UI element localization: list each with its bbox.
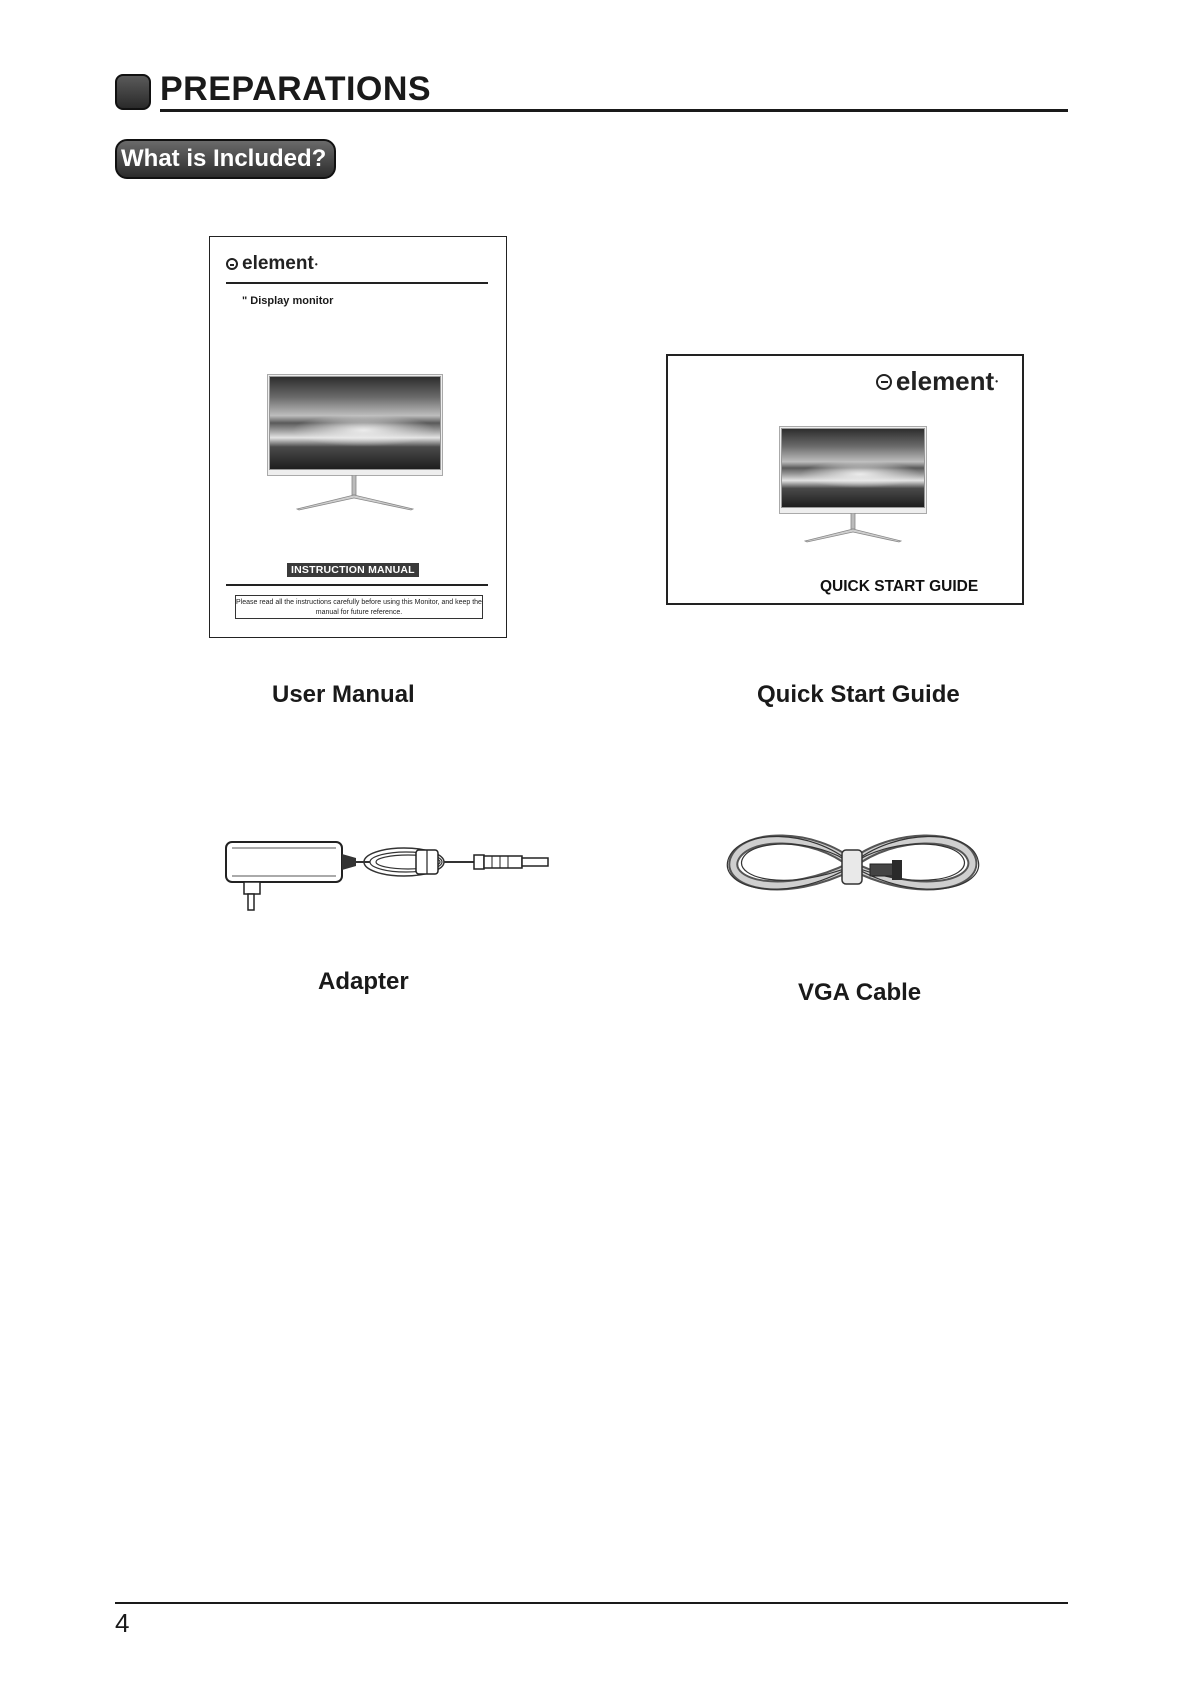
manual-bottom-rule (226, 584, 488, 586)
manual-badge: INSTRUCTION MANUAL (287, 563, 419, 577)
manual-subtitle: " Display monitor (242, 295, 334, 307)
manual-top-rule (226, 282, 488, 284)
brand-logo-icon (226, 258, 238, 270)
qsg-brand-logo: element • (876, 366, 998, 397)
manual-brand-logo: element • (226, 253, 318, 275)
footer-rule (115, 1602, 1068, 1604)
manual-brand-text: element (242, 253, 314, 274)
adapter-caption: Adapter (318, 968, 409, 995)
user-manual-cover (209, 236, 507, 638)
section-marker-icon (115, 74, 151, 110)
vga-cable-caption: VGA Cable (798, 979, 922, 1006)
subsection-title: What is Included? (115, 139, 336, 179)
user-manual-caption: User Manual (272, 681, 415, 708)
monitor-screen (269, 376, 441, 470)
qsg-monitor-stand-icon (803, 513, 903, 543)
qsg-monitor-image (779, 426, 927, 514)
manual-note: Please read all the instructions carefully before using this Monitor, and keep the manual for future reference. (235, 595, 483, 619)
section-rule (160, 109, 1068, 112)
manual-monitor-stand-icon (295, 475, 415, 511)
monitor-screen (781, 428, 925, 508)
section-title: PREPARATIONS (160, 70, 432, 108)
quick-start-caption: Quick Start Guide (757, 681, 960, 708)
qsg-brand-text: element (895, 366, 995, 396)
qsg-label: QUICK START GUIDE (820, 578, 979, 595)
brand-logo-icon (876, 374, 892, 390)
page-number: 4 (115, 1608, 130, 1638)
quick-start-guide-cover (666, 354, 1024, 605)
adapter-icon (224, 836, 564, 916)
vga-cable-icon (724, 822, 984, 906)
manual-monitor-image (267, 374, 443, 476)
